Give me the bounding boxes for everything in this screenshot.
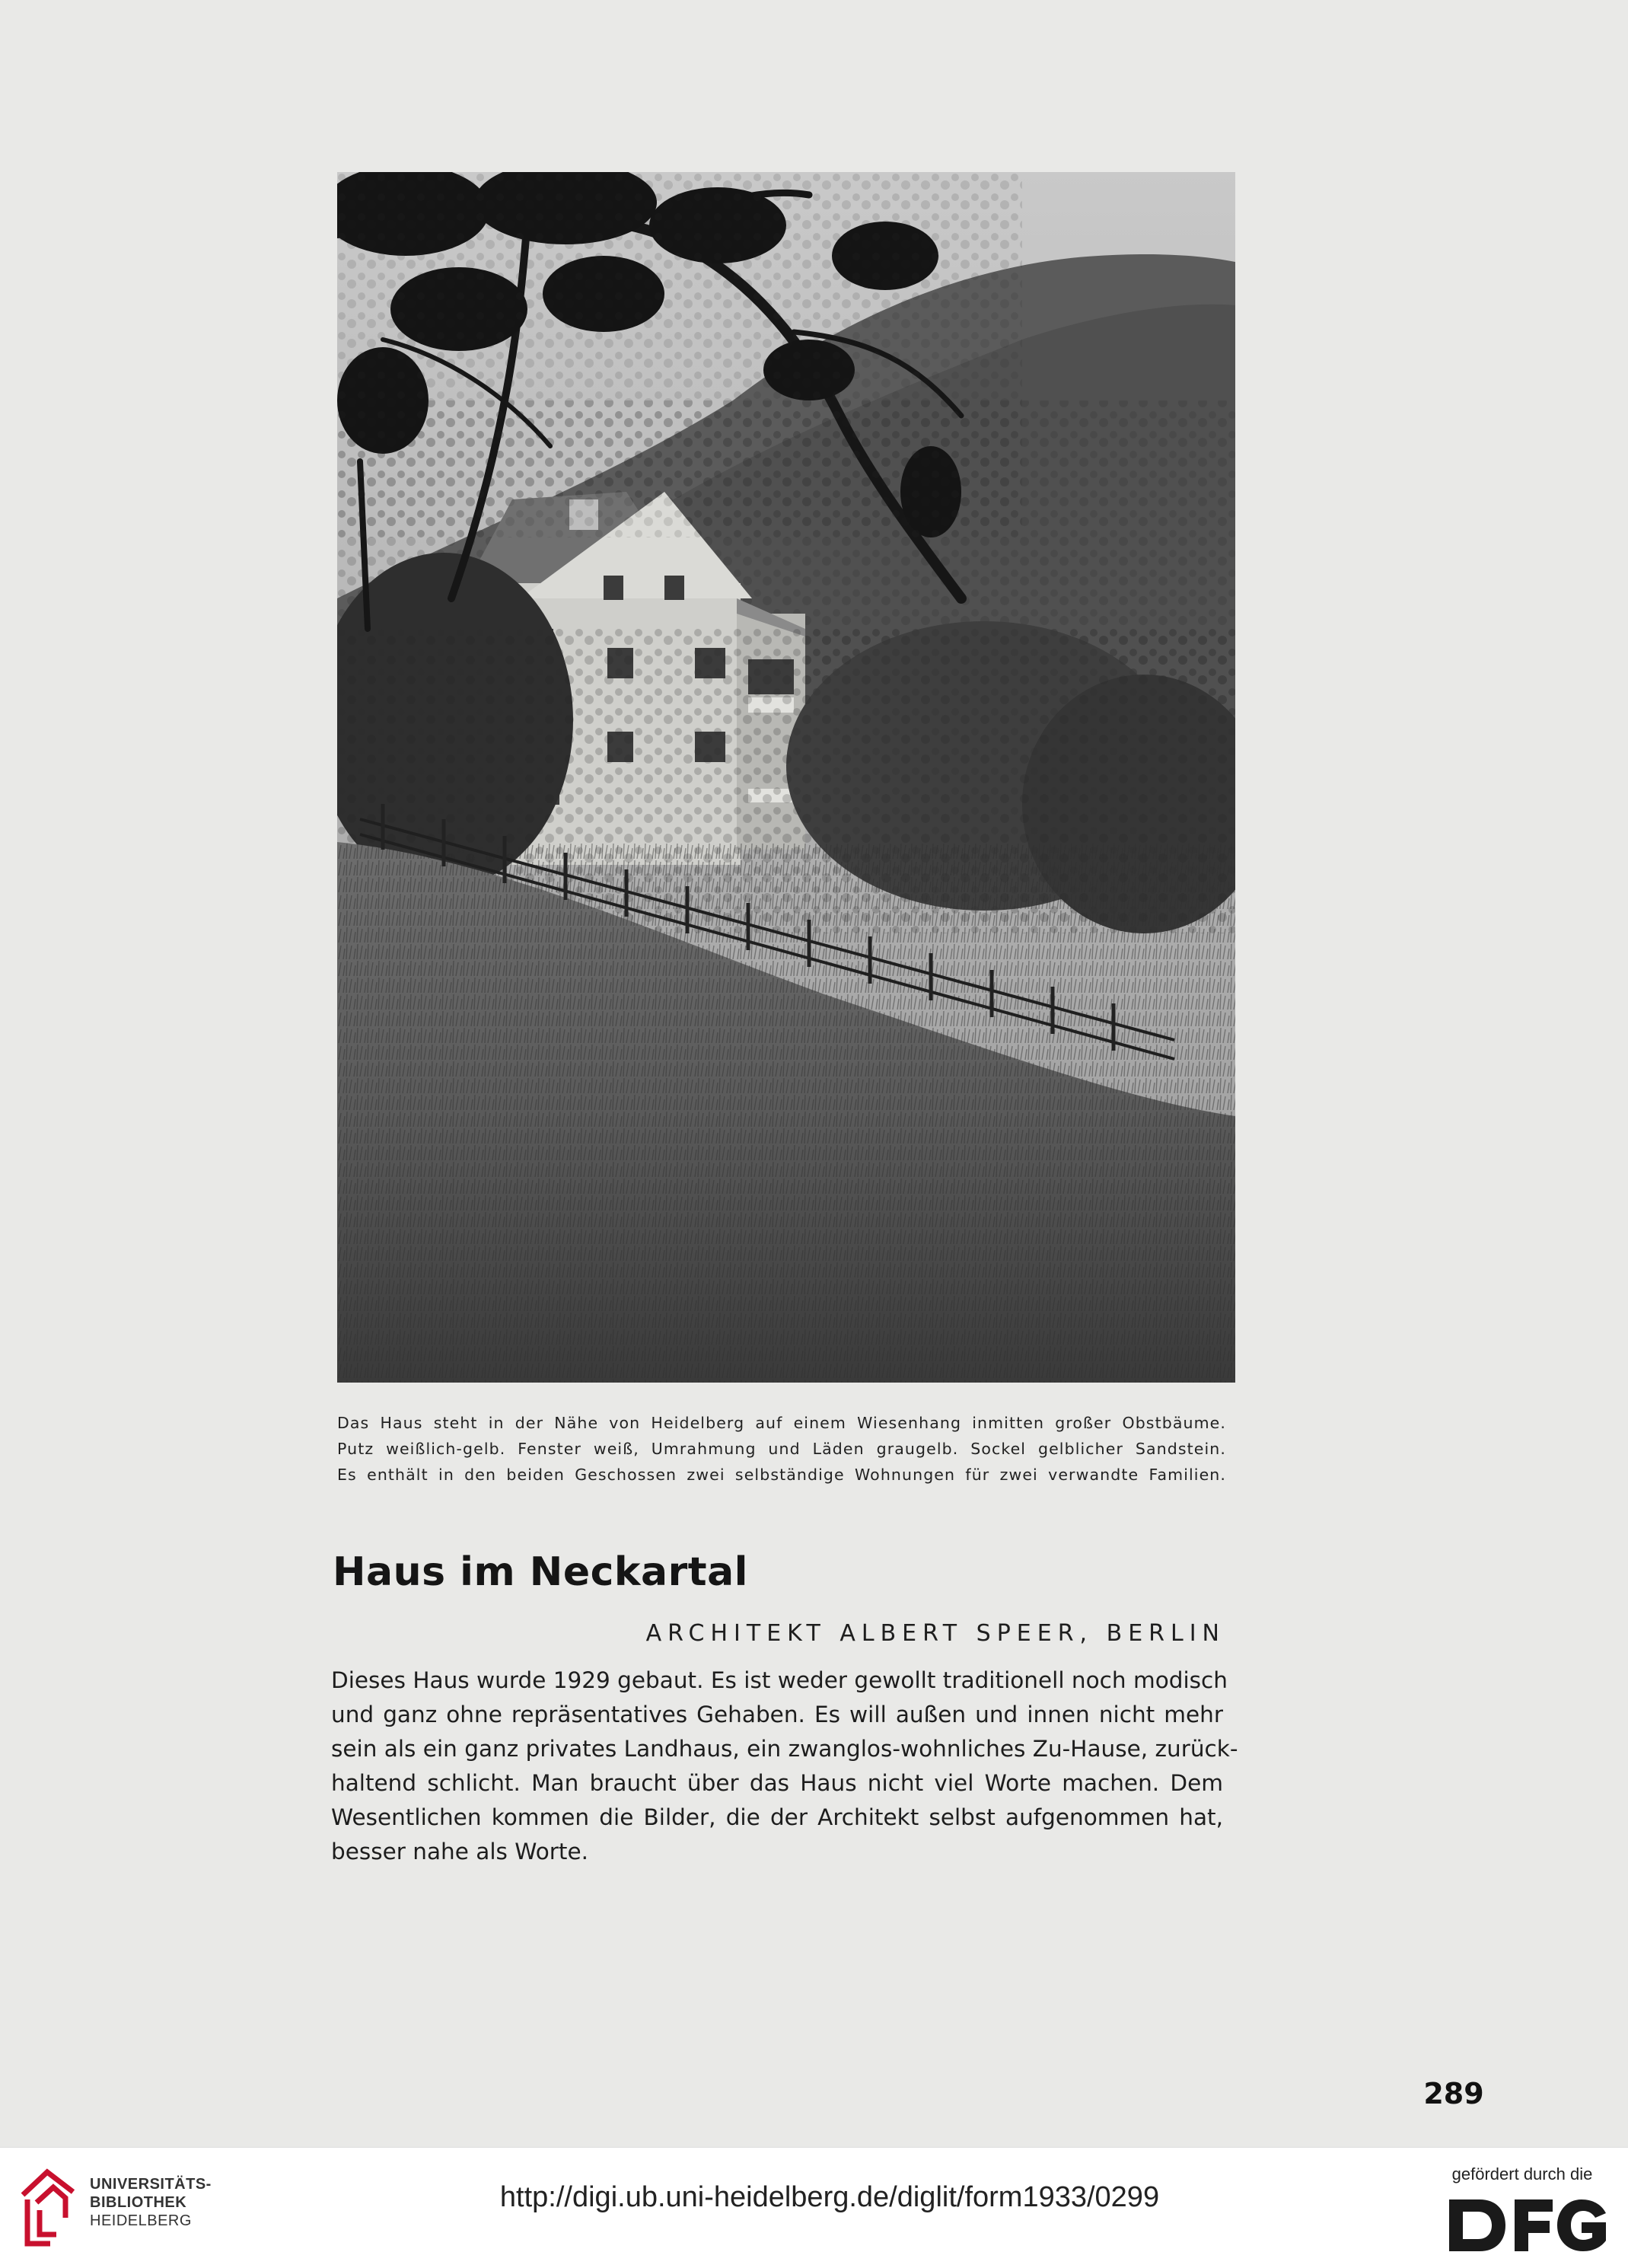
body-line: sein als ein ganz privates Landhaus, ein zwanglos-wohnliches Zu-Hause, zurück-: [331, 1736, 1238, 1762]
library-name-line: BIBLIOTHEK: [90, 2194, 187, 2211]
dfg-logo-icon[interactable]: [1446, 2196, 1610, 2254]
library-logo-icon[interactable]: [17, 2164, 79, 2250]
article-title: Haus im Neckartal: [333, 1549, 748, 1595]
page-number: 289: [1423, 2077, 1484, 2110]
body-line: und ganz ohne repräsentatives Gehaben. Es will außen und innen nicht mehr: [331, 1702, 1223, 1727]
article-author: ARCHITEKT ALBERT SPEER, BERLIN: [645, 1620, 1225, 1647]
funded-by-label: gefördert durch die: [1451, 2164, 1593, 2183]
body-line: Wesentlichen kommen die Bilder, die der Architekt selbst aufgenommen hat,: [331, 1804, 1223, 1830]
photo-caption: [337, 1410, 1226, 1488]
body-line: haltend schlicht. Man braucht über das Haus nicht viel Worte machen. Dem: [331, 1770, 1223, 1796]
body-line: Dieses Haus wurde 1929 gebaut. Es ist weder gewollt traditionell noch modisch: [331, 1667, 1228, 1693]
article-body: [331, 1664, 1238, 1869]
library-name-line: UNIVERSITÄTS-: [90, 2176, 212, 2193]
permalink-url[interactable]: http://digi.ub.uni-heidelberg.de/diglit/form1933/0299: [499, 2181, 1160, 2213]
house-photo: [337, 172, 1235, 1383]
caption-line: Das Haus steht in der Nähe von Heidelberg auf einem Wiesenhang inmitten großer Obstbäume.: [337, 1414, 1226, 1432]
footer-bar: [0, 2147, 1628, 2268]
body-line: besser nahe als Worte.: [331, 1839, 588, 1864]
library-name-line: HEIDELBERG: [90, 2212, 192, 2229]
library-name[interactable]: [90, 2175, 212, 2230]
caption-line: Putz weißlich-gelb. Fenster weiß, Umrahmung und Läden graugelb. Sockel gelblicher Sandstein.: [337, 1440, 1226, 1458]
landscape-photo-icon: [337, 172, 1235, 1383]
caption-line: Es enthält in den beiden Geschossen zwei selbständige Wohnungen für zwei verwandte Familien.: [337, 1466, 1226, 1484]
